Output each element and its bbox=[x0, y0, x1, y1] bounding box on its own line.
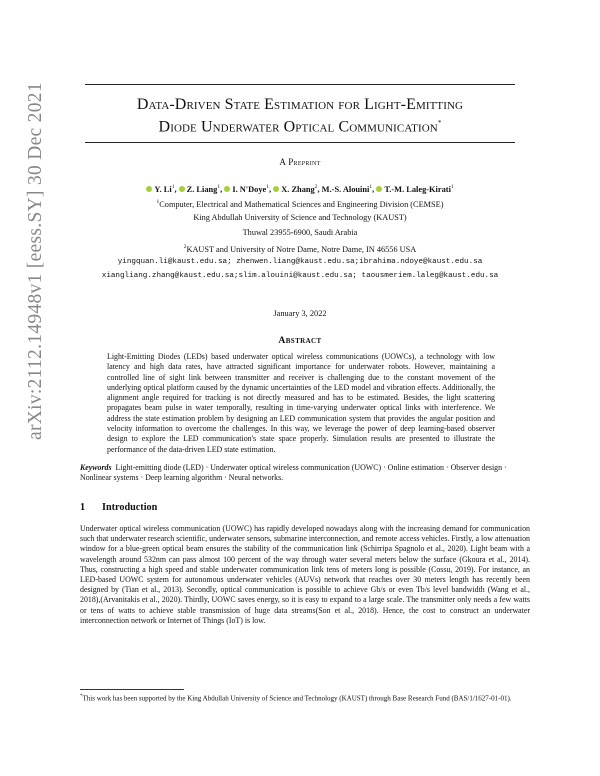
title-line-2 bbox=[85, 114, 515, 136]
author-affiliation-mark: 1 bbox=[369, 184, 373, 190]
author-item: I. N'Doye$^1$, bbox=[224, 185, 271, 194]
orcid-icon[interactable] bbox=[224, 186, 230, 192]
introduction-paragraph: Underwater optical wireless communication (UOWC) has rapidly developed nowadays along with the increasing demand for communication such that underwater research scientific, underwater sensors, submarine interconnection, and remote access vehicles. Firstly, a low attenuation window for a blue-green optical beam ensures the stability of the communication link (Schirripa Spagnolo et al., 2020). Light beam with a wavelength around 532nm can pass almost 100 percent of the way through water several meters below the surface (Gkoura et al., 2014). Thus, constructing a high speed and stable underwater communication link tens of meters long is possible (Cossu, 2019). For instance, an LED-based UOWC system for autonomous underwater vehicles (AUVs) network that reaches over 30 meters length has recently been designed by (Tian et al., 2013). Secondly, optical communication is possible to achieve Gb/s or even Tb/s level bandwidth (Wang et al., 2018),(Arvanitakis et al., 2020). Thirdly, UOWC saves energy, so it is easy to expand to a large scale. The transmitter only needs a few watts or tens of watts to achieve stable transmission of huge data streams(Son et al., 2018). Hence, the cost to construct an underwater interconnection network or Internet of Things (IoT) is low. bbox=[80, 524, 530, 625]
author-name: M.-S. Alouini bbox=[321, 184, 370, 194]
affiliation-mark: 1 bbox=[156, 199, 160, 205]
email-list bbox=[40, 257, 560, 282]
orcid-icon[interactable] bbox=[179, 186, 185, 192]
author-item: Y. Li$^1$, bbox=[146, 185, 176, 194]
author-affiliation-mark: 1 bbox=[266, 184, 270, 190]
paper-title bbox=[85, 95, 515, 136]
arxiv-sidebar-id: arXiv:2112.14948v1 [eess.SY] 30 Dec 2021 bbox=[25, 82, 46, 440]
author-name: Z. Liang bbox=[186, 184, 218, 194]
section-heading-introduction bbox=[80, 502, 157, 513]
author-affiliation-mark: 1 bbox=[450, 184, 454, 190]
affiliation-text: Computer, Electrical and Mathematical Sciences and Engineering Division (CEMSE) bbox=[159, 199, 444, 209]
title-rule-top bbox=[85, 84, 515, 85]
orcid-icon[interactable] bbox=[273, 186, 279, 192]
affiliation-1-line-2: King Abdullah University of Science and Technology (KAUST) bbox=[193, 212, 407, 222]
affiliation-1-line-1 bbox=[40, 197, 560, 210]
keywords bbox=[80, 463, 530, 484]
title-line-2-text: Diode Underwater Optical Communication bbox=[158, 118, 438, 136]
footnote-mark: * bbox=[80, 694, 83, 699]
title-line-1: Data-Driven State Estimation for Light-Emitting bbox=[136, 96, 464, 113]
author-list bbox=[60, 184, 540, 194]
footnote-rule bbox=[80, 689, 184, 690]
author-name: T.-M. Laleg-Kirati bbox=[384, 184, 451, 194]
author-item bbox=[376, 185, 453, 194]
abstract-text: Light-Emitting Diodes (LEDs) based underwater optical wireless communications (UOWCs), a technology with low latency and high data rates, have attracted significant importance for underwater robots. However, maintaining a controlled line of sight link between transmitter and receiver is challenging due to the constant movement of the underlying optical platform caused by the dynamic uncertainties of the LED model and vibration effects. Additionally, the alignment angle required for tracking is not directly measured and has to be estimated. Besides, the light scattering propagates beam pulse in water temporally, resulting in time-varying underwater optical links with interference. We address the state estimation problem by designing an LED communication system that provides the angular position and velocity information to overcome the challenges. In this way, we leverage the power of deep learning-based observer design to explore the LED communication's state space properly. Simulation results are presented to illustrate the performance of the data-driven LED state estimation. bbox=[107, 352, 495, 454]
abstract-heading: Abstract bbox=[278, 335, 322, 346]
section-number: 1 bbox=[80, 502, 86, 513]
affiliation-text: KAUST and University of Notre Dame, Notre Dame, IN 46556 USA bbox=[186, 244, 417, 254]
publication-date: January 3, 2022 bbox=[273, 309, 327, 318]
email-line-2[interactable]: xiangliang.zhang@kaust.edu.sa;slim.alouini@kaust.edu.sa; taousmeriem.laleg@kaust.edu.sa bbox=[101, 272, 499, 280]
author-name: Y. Li bbox=[154, 184, 172, 194]
author-item: Z. Liang$^1$, bbox=[179, 185, 223, 194]
footnote-text: This work has been supported by the King Abdullah University of Science and Technology (KAUST) through Base Research Fund (BAS/1/1627-01-01). bbox=[82, 694, 512, 703]
author-item: M.-S. Alouini$^1$, bbox=[321, 184, 375, 194]
author-name: X. Zhang bbox=[281, 184, 315, 194]
title-footnote-mark: * bbox=[437, 119, 442, 127]
keywords-label: Keywords bbox=[80, 463, 112, 472]
affiliation-1-line-3: Thuwal 23955-6900, Saudi Arabia bbox=[242, 227, 358, 237]
affiliation-2-line-1 bbox=[40, 242, 560, 255]
author-affiliation-mark: 2 bbox=[314, 184, 318, 190]
author-affiliation-mark: 1 bbox=[217, 184, 221, 190]
orcid-icon[interactable] bbox=[146, 186, 152, 192]
keywords-text: Light-emitting diode (LED) · Underwater optical wireless communication (UOWC) · Online estimation · Observer design · Nonlinear systems · Deep learning algorithm · Neural networks. bbox=[80, 463, 507, 483]
affiliation-2 bbox=[40, 242, 560, 255]
affiliation-mark: 2 bbox=[183, 244, 187, 250]
title-rule-bottom bbox=[85, 142, 515, 143]
author-affiliation-mark: 1 bbox=[171, 184, 175, 190]
preprint-label: A Preprint bbox=[279, 157, 321, 167]
author-item: X. Zhang$^2$, bbox=[273, 185, 319, 194]
section-title: Introduction bbox=[102, 502, 158, 513]
affiliation-1 bbox=[40, 197, 560, 238]
author-name: I. N'Doye bbox=[232, 184, 267, 194]
email-line-1[interactable]: yingquan.li@kaust.edu.sa; zhenwen.liang@kaust.edu.sa;ibrahima.ndoye@kaust.edu.sa bbox=[117, 258, 483, 266]
footnote bbox=[80, 692, 530, 704]
orcid-icon[interactable] bbox=[376, 186, 382, 192]
